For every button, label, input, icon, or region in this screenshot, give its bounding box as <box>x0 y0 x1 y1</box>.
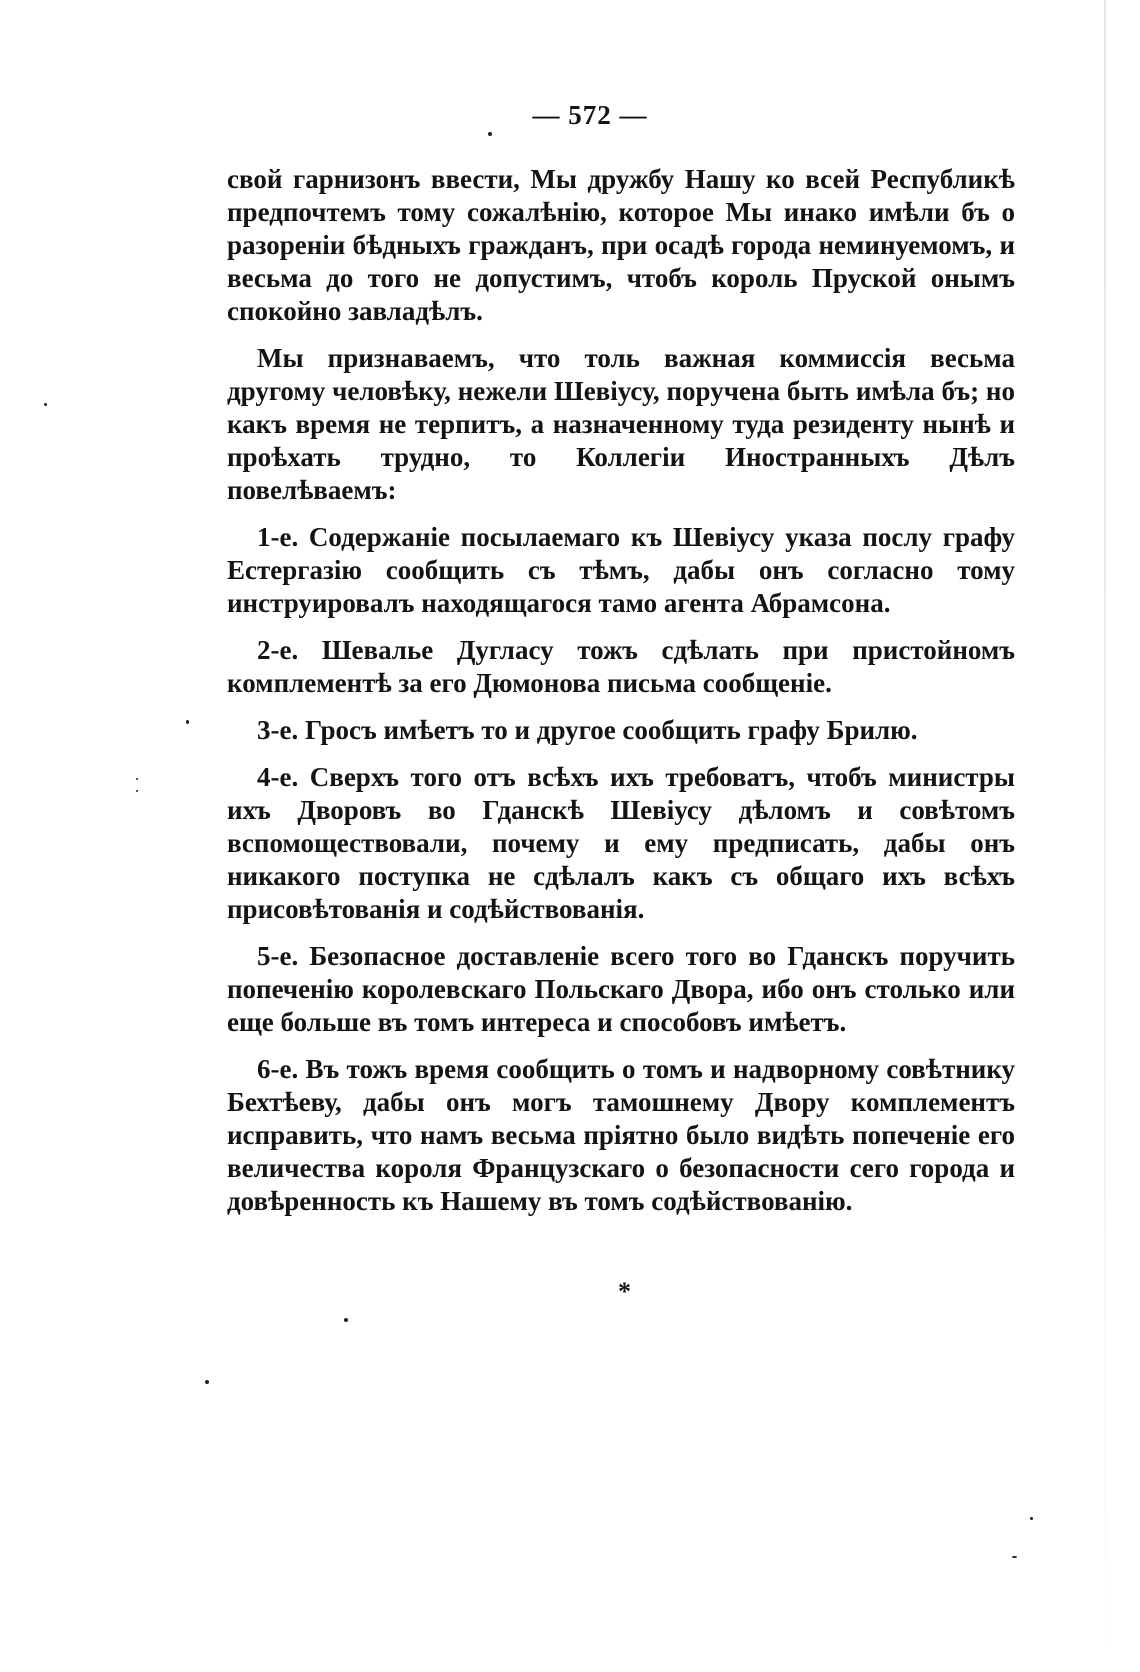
paragraph-intro: Мы признаваемъ, что толь важная коммиссія весьма другому человѣку, нежели Шевіусу, поручена быть имѣла бъ; но какъ время не терпитъ, а назначенному туда резиденту нынѣ и проѣхать трудно, то Коллегіи Иностранныхъ Дѣлъ повелѣваемъ: <box>227 343 1015 505</box>
page-number <box>0 100 1140 131</box>
page-number-text: — 572 — <box>532 100 648 130</box>
scan-speck <box>344 1318 348 1322</box>
section-separator-asterisk: * <box>618 1277 631 1306</box>
paragraph-item-6: 6-е. Въ тожъ время сообщить о томъ и надворному совѣтнику Бехтѣеву, дабы онъ могъ тамошнему Двору комплементъ исправить, что намъ весьма пріятно было видѣть попеченіе его величества короля Французскаго о безопасности сего города и довѣренность къ Нашему въ томъ содѣйствованію. <box>227 1054 1015 1216</box>
paragraph-item-4: 4-е. Сверхъ того отъ всѣхъ ихъ требоватъ, чтобъ министры ихъ Дворовъ во Гданскѣ Шевіусу дѣломъ и совѣтомъ вспомоществовали, почему и ему предписать, дабы онъ никакого поступка не сдѣлалъ какъ съ общаго ихъ всѣхъ присовѣтованія и содѣйствованія. <box>227 762 1015 924</box>
scan-speck <box>186 720 189 724</box>
scan-speck <box>136 778 138 780</box>
paragraph-continuation: свой гарнизонъ ввести, Мы дружбу Нашу ко всей Республикѣ предпочтемъ тому сожалѣнію, которое Мы инако имѣли бъ о разореніи бѣдныхъ гражданъ, при осадѣ города неминуемомъ, и весьма до того не допустимъ, чтобъ король Пруской онымъ спокойно завладѣлъ. <box>227 164 1015 326</box>
scan-speck <box>44 403 47 406</box>
scan-speck <box>205 1380 209 1384</box>
page-body <box>227 163 1015 1232</box>
paragraph-item-5: 5-е. Безопасное доставленіе всего того во Гданскъ поручить попеченію королевскаго Польскаго Двора, ибо онъ столько или еще больше въ томъ интереса и способовъ имѣетъ. <box>227 941 1015 1037</box>
scan-edge-line <box>1104 0 1106 1672</box>
paragraph-item-2: 2-е. Шевалье Дугласу тожъ сдѣлать при пристойномъ комплементѣ за его Дюмонова письма сообщеніе. <box>227 635 1015 698</box>
scan-speck <box>1030 1517 1033 1520</box>
scan-speck <box>136 790 138 792</box>
scan-speck <box>1012 1556 1017 1558</box>
paragraph-item-1: 1-е. Содержаніе посылаемаго къ Шевіусу указа послу графу Естергазію сообщить съ тѣмъ, дабы онъ согласно тому инструировалъ находящагося тамо агента Абрамсона. <box>227 522 1015 618</box>
paragraph-item-3: 3-е. Гросъ имѣетъ то и другое сообщить графу Брилю. <box>257 715 918 745</box>
scan-speck <box>488 132 492 136</box>
